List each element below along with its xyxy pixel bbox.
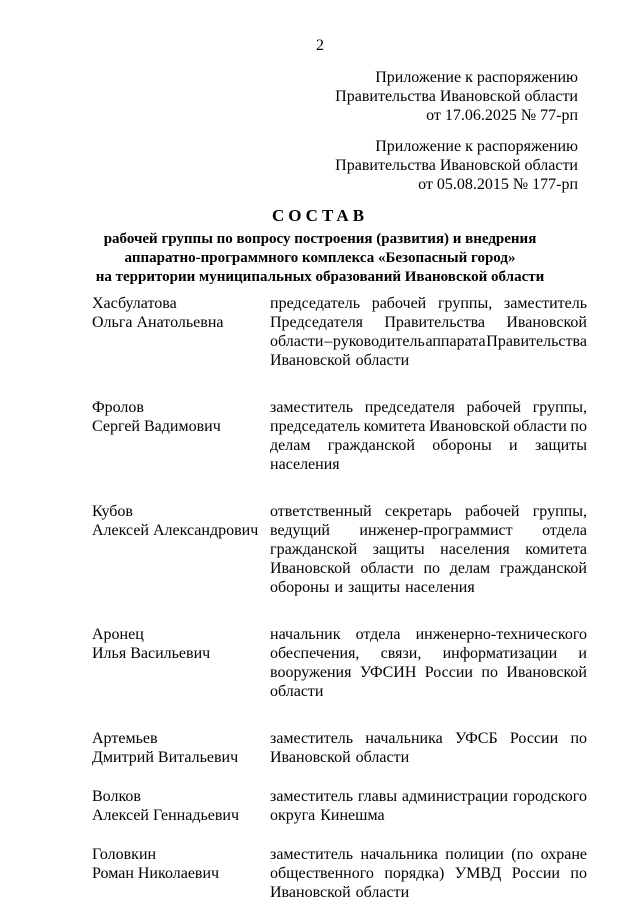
member-role-line: гражданской защиты населения комитета: [270, 541, 587, 558]
member-row: [92, 625, 587, 701]
title-subtitle-line-2: аппаратно-программного комплекса «Безопасный город»: [124, 250, 516, 266]
title-heading: СОСТАВ: [271, 206, 369, 225]
member-given-names: Илья Васильевич: [92, 645, 211, 662]
title-subtitle-line-1: рабочей группы по вопросу построения (развития) и внедрения: [103, 231, 537, 247]
member-given-names: Ольга Анатольевна: [92, 314, 224, 331]
member-given-names: Алексей Александрович: [92, 522, 259, 539]
member-given-names: Роман Николаевич: [92, 865, 220, 882]
member-given-names: Алексей Геннадьевич: [92, 807, 240, 824]
member-role-line: обороны и защиты населения: [270, 579, 475, 596]
member-name: [92, 398, 270, 474]
page-number: 2: [316, 37, 324, 54]
member-role-line: делам гражданской обороны и защиты: [270, 437, 587, 454]
member-role: [270, 398, 587, 474]
member-name: [92, 502, 270, 597]
member-role-line: Ивановской области: [270, 749, 410, 766]
member-role-line: ведущий инженер-программист отдела: [270, 522, 587, 539]
member-row: [92, 729, 587, 767]
member-row: [92, 398, 587, 474]
member-role-line: Ивановской области по делам гражданской: [270, 560, 587, 577]
member-role-line: Председателя Правительства Ивановской: [270, 314, 587, 331]
member-role-line: вооружения УФСИН России по Ивановской: [270, 664, 587, 681]
appendix-new-line-2: Правительства Ивановской области: [335, 88, 578, 105]
appendix-old-line-2: Правительства Ивановской области: [335, 157, 578, 174]
member-name: [92, 625, 270, 701]
member-role-line: области: [270, 683, 324, 700]
member-role: [270, 294, 587, 370]
document-title: [0, 205, 640, 287]
member-surname: Аронец: [92, 626, 144, 643]
member-name: [92, 787, 270, 825]
appendix-new-line-1: Приложение к распоряжению: [375, 69, 578, 86]
member-surname: Артемьев: [92, 730, 158, 747]
member-role-line: заместитель председателя рабочей группы,: [270, 399, 587, 416]
member-role: [270, 729, 587, 767]
member-row: [92, 845, 587, 902]
member-role-line: области – руководитель аппарата Правительства: [270, 333, 587, 350]
member-role: [270, 787, 587, 825]
member-role: [270, 625, 587, 701]
member-role-line: председатель комитета Ивановской области по: [270, 418, 587, 435]
member-row: [92, 502, 587, 597]
member-role-line: Ивановской области: [270, 352, 410, 369]
member-name: [92, 845, 270, 902]
appendix-new-line-3: от 17.06.2025 № 77-рп: [426, 107, 578, 124]
member-surname: Фролов: [92, 399, 144, 416]
member-role-line: обеспечения, связи, информатизации и: [270, 645, 587, 662]
appendix-header-old: [335, 137, 578, 194]
member-surname: Хасбулатова: [92, 295, 177, 312]
member-row: [92, 787, 587, 825]
member-row: [92, 294, 587, 370]
member-role-line: населения: [270, 456, 340, 473]
member-role-line: Ивановской области: [270, 884, 410, 901]
member-surname: Головкин: [92, 846, 157, 863]
title-subtitle-line-3: на территории муниципальных образований Ивановской области: [95, 269, 545, 285]
member-role-line: заместитель начальника УФСБ России по: [270, 730, 587, 747]
member-role: [270, 845, 587, 902]
appendix-old-line-3: от 05.08.2015 № 177-рп: [418, 176, 578, 193]
member-given-names: Дмитрий Витальевич: [92, 749, 239, 766]
member-role: [270, 502, 587, 597]
member-role-line: общественного порядка) УМВД России по: [270, 865, 587, 882]
appendix-old-line-1: Приложение к распоряжению: [375, 138, 578, 155]
member-name: [92, 294, 270, 370]
member-surname: Волков: [92, 788, 141, 805]
member-role-line: заместитель начальника полиции (по охране: [270, 846, 587, 863]
members-list: [92, 294, 587, 902]
member-given-names: Сергей Вадимович: [92, 418, 221, 435]
appendix-header-new: [335, 68, 578, 125]
member-role-line: заместитель главы администрации городского: [270, 788, 587, 805]
member-role-line: округа Кинешма: [270, 807, 385, 824]
member-role-line: начальник отдела инженерно-технического: [270, 626, 587, 643]
member-role-line: председатель рабочей группы, заместитель: [270, 295, 587, 312]
member-role-line: ответственный секретарь рабочей группы,: [270, 503, 587, 520]
member-surname: Кубов: [92, 503, 133, 520]
member-name: [92, 729, 270, 767]
